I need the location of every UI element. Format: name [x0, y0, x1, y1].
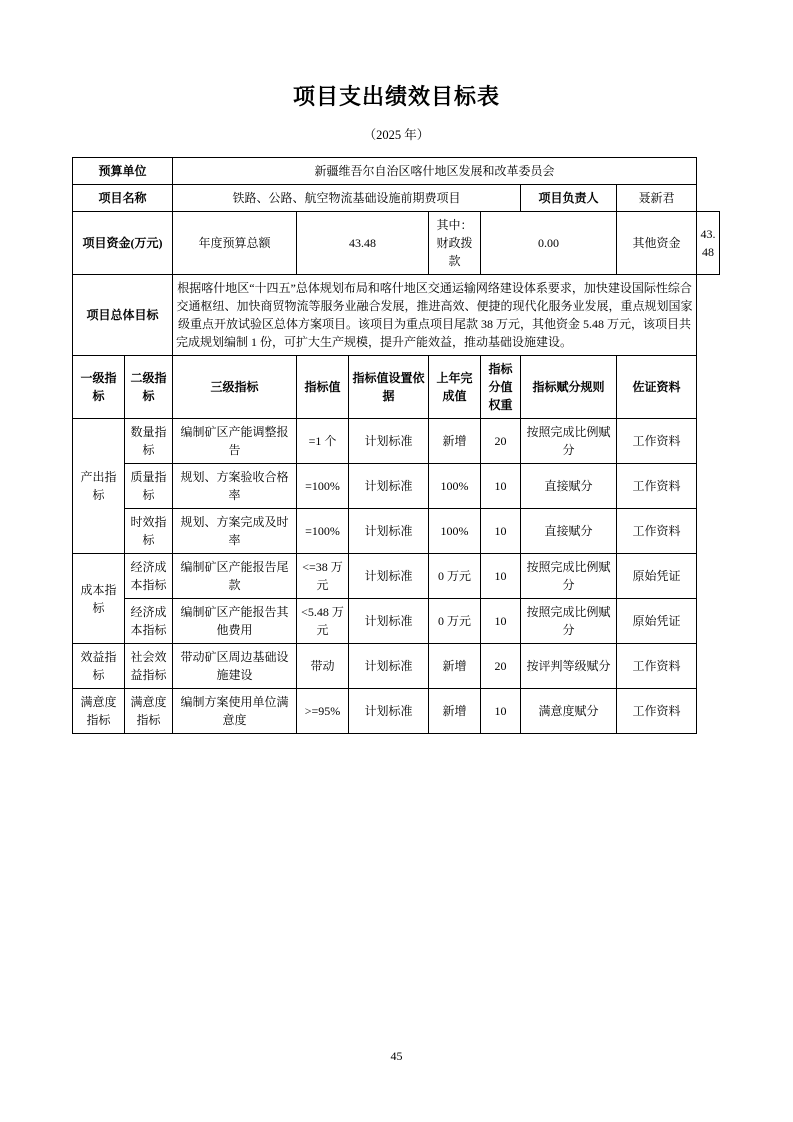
indicator-value: =100% — [297, 509, 349, 554]
table-row — [73, 419, 720, 464]
fiscal-appropriation-label: 其中：财政拨款 — [429, 212, 481, 275]
indicator-last-year: 0 万元 — [429, 599, 481, 644]
project-name-value: 铁路、公路、航空物流基础设施前期费项目 — [173, 185, 521, 212]
indicator-level3: 编制方案使用单位满意度 — [173, 689, 297, 734]
indicator-value: 带动 — [297, 644, 349, 689]
indicator-level2: 社会效益指标 — [125, 644, 173, 689]
indicator-weight: 20 — [481, 419, 521, 464]
annual-budget-label: 年度预算总额 — [173, 212, 297, 275]
column-header-last-year: 上年完成值 — [429, 356, 481, 419]
indicator-rule: 直接赋分 — [521, 509, 617, 554]
indicator-evidence: 工作资料 — [617, 689, 697, 734]
column-header-level1: 一级指标 — [73, 356, 125, 419]
indicator-basis: 计划标准 — [349, 509, 429, 554]
indicator-evidence: 原始凭证 — [617, 554, 697, 599]
indicator-level1: 满意度指标 — [73, 689, 125, 734]
column-header-basis: 指标值设置依据 — [349, 356, 429, 419]
page-title: 项目支出绩效目标表 — [292, 84, 500, 109]
indicator-level1: 产出指标 — [73, 419, 125, 554]
indicator-value: =1 个 — [297, 419, 349, 464]
project-name-label: 项目名称 — [73, 185, 173, 212]
indicator-last-year: 新增 — [429, 689, 481, 734]
other-funds-value: 43.48 — [697, 212, 720, 275]
indicator-level2: 满意度指标 — [125, 689, 173, 734]
table-row-project-name — [73, 185, 720, 212]
indicator-evidence: 原始凭证 — [617, 599, 697, 644]
table-row — [73, 599, 720, 644]
annual-budget-value: 43.48 — [297, 212, 429, 275]
project-fund-label: 项目资金(万元) — [73, 212, 173, 275]
indicator-weight: 20 — [481, 644, 521, 689]
indicator-level3: 带动矿区周边基础设施建设 — [173, 644, 297, 689]
indicator-level3: 编制矿区产能报告尾款 — [173, 554, 297, 599]
indicator-level3: 规划、方案验收合格率 — [173, 464, 297, 509]
indicator-weight: 10 — [481, 554, 521, 599]
table-row — [73, 509, 720, 554]
indicator-level2: 时效指标 — [125, 509, 173, 554]
document-year: （2025 年） — [363, 128, 430, 142]
indicator-last-year: 100% — [429, 509, 481, 554]
overall-goal-label: 项目总体目标 — [73, 275, 173, 356]
indicator-basis: 计划标准 — [349, 644, 429, 689]
indicator-last-year: 0 万元 — [429, 554, 481, 599]
column-header-level3: 三级指标 — [173, 356, 297, 419]
column-header-level2: 二级指标 — [125, 356, 173, 419]
indicator-last-year: 新增 — [429, 419, 481, 464]
indicator-weight: 10 — [481, 599, 521, 644]
table-row-budget-unit — [73, 158, 720, 185]
indicator-weight: 10 — [481, 509, 521, 554]
indicator-weight: 10 — [481, 689, 521, 734]
project-leader-value: 聂新君 — [617, 185, 697, 212]
column-header-evidence: 佐证资料 — [617, 356, 697, 419]
indicator-evidence: 工作资料 — [617, 419, 697, 464]
column-header-value: 指标值 — [297, 356, 349, 419]
other-funds-label: 其他资金 — [617, 212, 697, 275]
indicator-evidence: 工作资料 — [617, 509, 697, 554]
indicator-evidence: 工作资料 — [617, 644, 697, 689]
indicator-last-year: 新增 — [429, 644, 481, 689]
indicator-value: >=95% — [297, 689, 349, 734]
indicator-rule: 按照完成比例赋分 — [521, 419, 617, 464]
overall-goal-text: 根据喀什地区“十四五”总体规划布局和喀什地区交通运输网络建设体系要求，加快建设国际性综合交通枢纽、加快商贸物流等服务业融合发展，推进高效、便捷的现代化服务业发展，重点规划国家级重点开放试验区总体方案项目。该项目为重点项目尾款 38 万元，其他资金 5.48 万元，该项目共完成规划编制 1 份，可扩大生产规模，提升产能效益，推动基础设施建设。 — [173, 275, 697, 356]
page-number: 45 — [390, 1049, 403, 1063]
performance-goal-table — [72, 157, 720, 734]
indicator-level1: 成本指标 — [73, 554, 125, 644]
indicator-rule: 满意度赋分 — [521, 689, 617, 734]
indicator-evidence: 工作资料 — [617, 464, 697, 509]
indicator-value: <5.48 万元 — [297, 599, 349, 644]
indicator-basis: 计划标准 — [349, 419, 429, 464]
table-row — [73, 689, 720, 734]
indicator-rule: 按照完成比例赋分 — [521, 599, 617, 644]
indicator-basis: 计划标准 — [349, 554, 429, 599]
table-row — [73, 644, 720, 689]
table-row-overall-goal — [73, 275, 720, 356]
table-header-row — [73, 356, 720, 419]
indicator-level2: 经济成本指标 — [125, 554, 173, 599]
indicator-level3: 编制矿区产能报告其他费用 — [173, 599, 297, 644]
column-header-weight: 指标分值权重 — [481, 356, 521, 419]
indicator-basis: 计划标准 — [349, 689, 429, 734]
indicator-value: =100% — [297, 464, 349, 509]
indicator-weight: 10 — [481, 464, 521, 509]
table-row — [73, 554, 720, 599]
indicator-rule: 按照完成比例赋分 — [521, 554, 617, 599]
indicator-level2: 数量指标 — [125, 419, 173, 464]
indicator-level2: 质量指标 — [125, 464, 173, 509]
indicator-rule: 按评判等级赋分 — [521, 644, 617, 689]
indicator-basis: 计划标准 — [349, 464, 429, 509]
indicator-level1: 效益指标 — [73, 644, 125, 689]
budget-unit-value: 新疆维吾尔自治区喀什地区发展和改革委员会 — [173, 158, 697, 185]
indicator-basis: 计划标准 — [349, 599, 429, 644]
table-row-project-fund — [73, 212, 720, 275]
column-header-rule: 指标赋分规则 — [521, 356, 617, 419]
project-leader-label: 项目负责人 — [521, 185, 617, 212]
fiscal-appropriation-value: 0.00 — [481, 212, 617, 275]
indicator-rule: 直接赋分 — [521, 464, 617, 509]
budget-unit-label: 预算单位 — [73, 158, 173, 185]
table-row — [73, 464, 720, 509]
indicator-level3: 规划、方案完成及时率 — [173, 509, 297, 554]
indicator-last-year: 100% — [429, 464, 481, 509]
indicator-value: <=38 万元 — [297, 554, 349, 599]
indicator-level2: 经济成本指标 — [125, 599, 173, 644]
indicator-level3: 编制矿区产能调整报告 — [173, 419, 297, 464]
